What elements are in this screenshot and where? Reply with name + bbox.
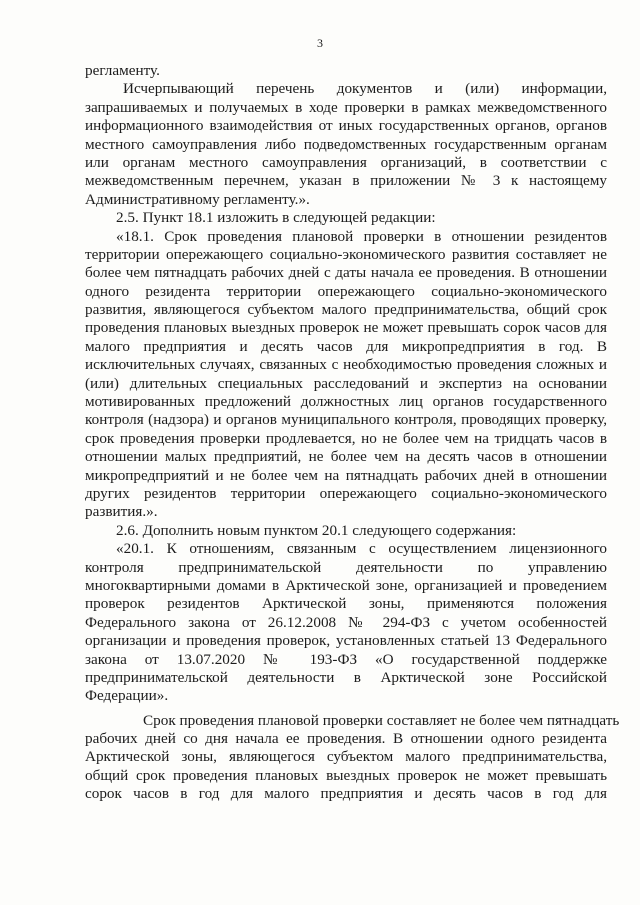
text-line: контроля (надзора) и органов муниципального контроля, проводящих проверку, bbox=[85, 411, 607, 429]
text-line: Арктической зоны, являющегося субъектом малого предпринимательства, bbox=[85, 748, 607, 766]
text-line: Федерального закона от 26.12.2008 № 294-ФЗ с учетом особенностей bbox=[85, 613, 607, 631]
text-line: закона от 13.07.2020 № 193-ФЗ «О государственной поддержке bbox=[85, 650, 607, 668]
text-line: «18.1. Срок проведения плановой проверки в отношении резидентов bbox=[116, 227, 607, 245]
text-line: развития, являющегося субъектом малого предпринимательства, общий срок bbox=[85, 301, 607, 319]
text-line: одного резидента территории опережающего социально-экономического bbox=[85, 282, 607, 300]
text-line: многоквартирными домами в Арктической зоне, организацией и проведением bbox=[85, 576, 607, 594]
page-number: 3 bbox=[317, 36, 323, 50]
text-line: малого предприятия и десять часов для микропредприятия в год. В bbox=[85, 337, 607, 355]
text-line: других резидентов территории опережающего социально-экономического bbox=[85, 484, 607, 502]
text-line: отношении малых предприятий, не более чем на десять часов в отношении bbox=[85, 448, 607, 466]
text-line: местного самоуправления либо подведомственных государственным органам bbox=[85, 135, 607, 153]
text-line: предпринимательской деятельности в Арктической зоне Российской bbox=[85, 668, 607, 686]
text-line: или органам местного самоуправления организаций, в соответствии с bbox=[85, 153, 607, 171]
text-line: межведомственным перечнем, указан в приложении № 3 к настоящему bbox=[85, 172, 607, 190]
text-line: Исчерпывающий перечень документов и (или) информации, bbox=[123, 80, 607, 98]
text-line: 2.5. Пункт 18.1 изложить в следующей редакции: bbox=[116, 209, 436, 227]
text-line: мотивированных предложений должностных лиц органов государственного bbox=[85, 393, 607, 411]
text-line: «20.1. К отношениям, связанным с осуществлением лицензионного bbox=[116, 540, 607, 558]
text-line: исключительных случаях, связанных с необходимостью проведения сложных и bbox=[85, 356, 607, 374]
document-body bbox=[85, 62, 620, 804]
text-line: информационного взаимодействия от иных государственных органов, органов bbox=[85, 117, 607, 135]
text-line: более чем пятнадцать рабочих дней с даты начала ее проведения. В отношении bbox=[85, 264, 607, 282]
text-line: Административному регламенту.». bbox=[85, 190, 310, 208]
text-line: проведения плановых выездных проверок не может превышать сорок часов для bbox=[85, 319, 607, 337]
text-line: развития.». bbox=[85, 503, 158, 521]
text-line: (или) длительных специальных расследований и экспертиз на основании bbox=[85, 374, 607, 392]
text-line: проверок резидентов Арктической зоны, применяются положения bbox=[85, 595, 607, 613]
text-line: организации и проведения проверок, установленных статьей 13 Федерального bbox=[85, 632, 607, 650]
text-line: общий срок проведения плановых выездных проверок не может превышать bbox=[85, 766, 607, 784]
text-line: запрашиваемых и получаемых в ходе проверки в рамках межведомственного bbox=[85, 98, 607, 116]
text-line: микропредприятий и не более чем на пятнадцать рабочих дней в отношении bbox=[85, 466, 607, 484]
text-line: Федерации». bbox=[85, 687, 169, 705]
text-line: Срок проведения плановой проверки составляет не более чем пятнадцать bbox=[143, 711, 620, 729]
text-line: рабочих дней со дня начала ее проведения. В отношении одного резидента bbox=[85, 730, 607, 748]
text-line: 2.6. Дополнить новым пунктом 20.1 следующего содержания: bbox=[116, 521, 517, 539]
text-line: сорок часов в год для малого предприятия и десять часов в год для bbox=[85, 785, 607, 803]
text-line: территории опережающего социально-экономического развития составляет не bbox=[85, 245, 607, 263]
text-line: контроля предпринимательской деятельности по управлению bbox=[85, 558, 607, 576]
text-line: регламенту. bbox=[85, 62, 160, 79]
text-line: срок проведения проверки продлевается, но не более чем на тридцать часов в bbox=[85, 429, 607, 447]
